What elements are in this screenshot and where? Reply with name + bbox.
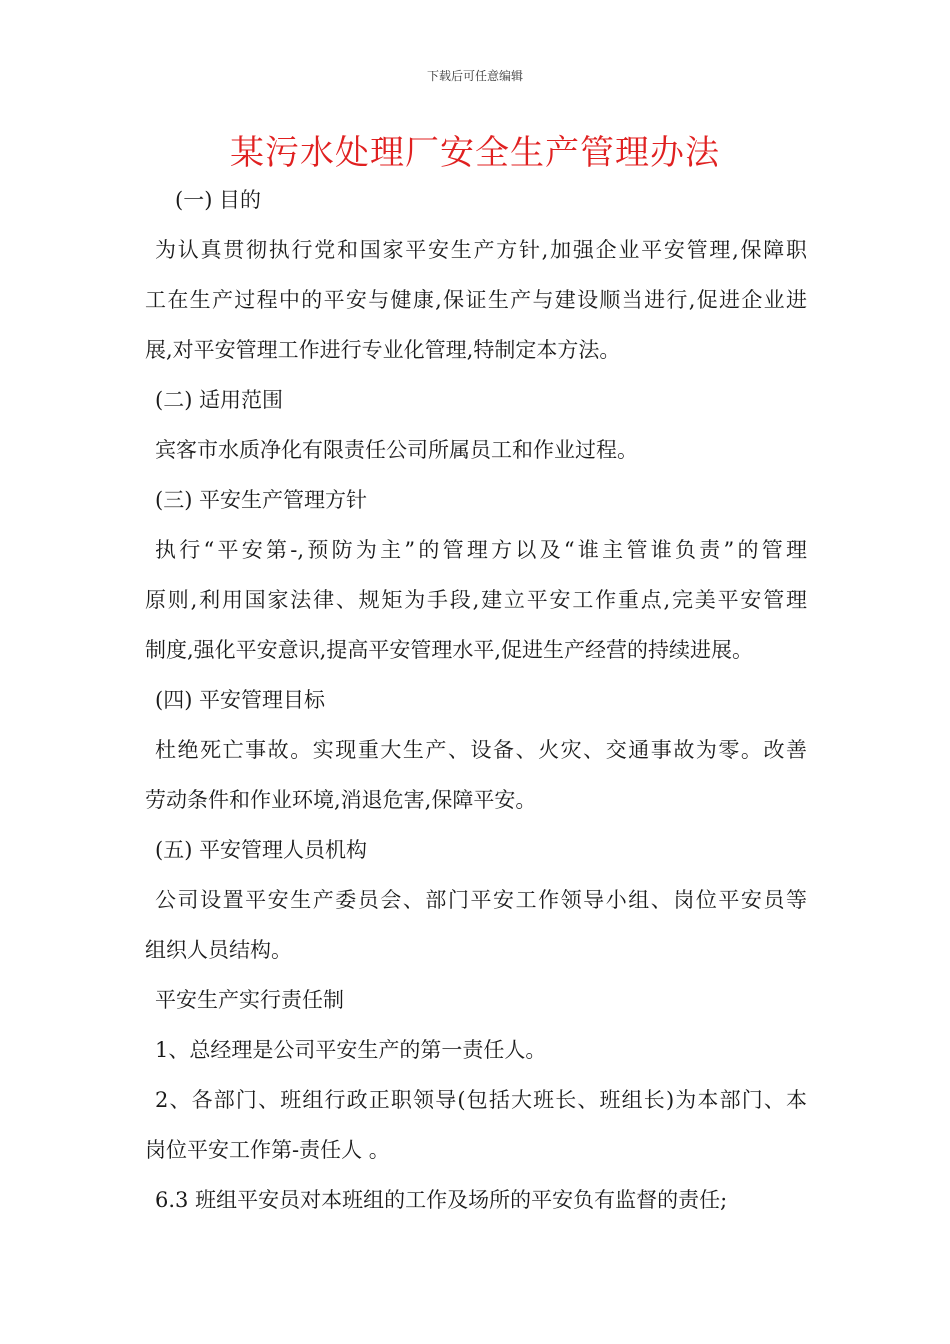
list-item: 2、各部门、班组行政正职领导(包括大班长、班组长)为本部门、本	[155, 1088, 807, 1112]
paragraph-line: 杜绝死亡事故。实现重大生产、设备、火灾、交通事故为零。改善	[155, 738, 807, 762]
paragraph-line: 执行“平安第-,预防为主”的管理方以及“谁主管谁负责”的管理	[155, 538, 807, 562]
list-item: 1、总经理是公司平安生产的第一责任人。	[155, 1038, 547, 1062]
document-title: 某污水处理厂安全生产管理办法	[230, 133, 720, 173]
paragraph-line: 展,对平安管理工作进行专业化管理,特制定本方法。	[145, 338, 621, 362]
section-heading-goals: (四) 平安管理目标	[155, 688, 326, 712]
section-heading-scope: (二) 适用范围	[155, 388, 284, 412]
section-heading-responsibility: 平安生产实行责任制	[155, 988, 344, 1012]
paragraph-line: 公司设置平安生产委员会、部门平安工作领导小组、岗位平安员等	[155, 888, 807, 912]
document-body	[145, 181, 807, 1231]
paragraph-line: 岗位平安工作第-责任人 。	[145, 1138, 390, 1162]
header-note: 下载后可任意编辑	[426, 69, 523, 83]
section-heading-policy: (三) 平安生产管理方针	[155, 488, 368, 512]
section-heading-purpose: (一) 目的	[175, 188, 262, 212]
paragraph-line: 原则,利用国家法律、规矩为手段,建立平安工作重点,完美平安管理	[145, 588, 807, 612]
paragraph-line: 工在生产过程中的平安与健康,保证生产与建设顺当进行,促进企业进	[145, 288, 807, 312]
section-heading-organization: (五) 平安管理人员机构	[155, 838, 368, 862]
list-item: 6.3 班组平安员对本班组的工作及场所的平安负有监督的责任;	[155, 1188, 728, 1212]
paragraph-line: 组织人员结构。	[145, 938, 292, 962]
paragraph-line: 制度,强化平安意识,提高平安管理水平,促进生产经营的持续进展。	[145, 638, 754, 662]
paragraph-line: 为认真贯彻执行党和国家平安生产方针,加强企业平安管理,保障职	[155, 238, 807, 262]
paragraph-line: 宾客市水质净化有限责任公司所属员工和作业过程。	[155, 438, 638, 462]
paragraph-line: 劳动条件和作业环境,消退危害,保障平安。	[145, 788, 537, 812]
